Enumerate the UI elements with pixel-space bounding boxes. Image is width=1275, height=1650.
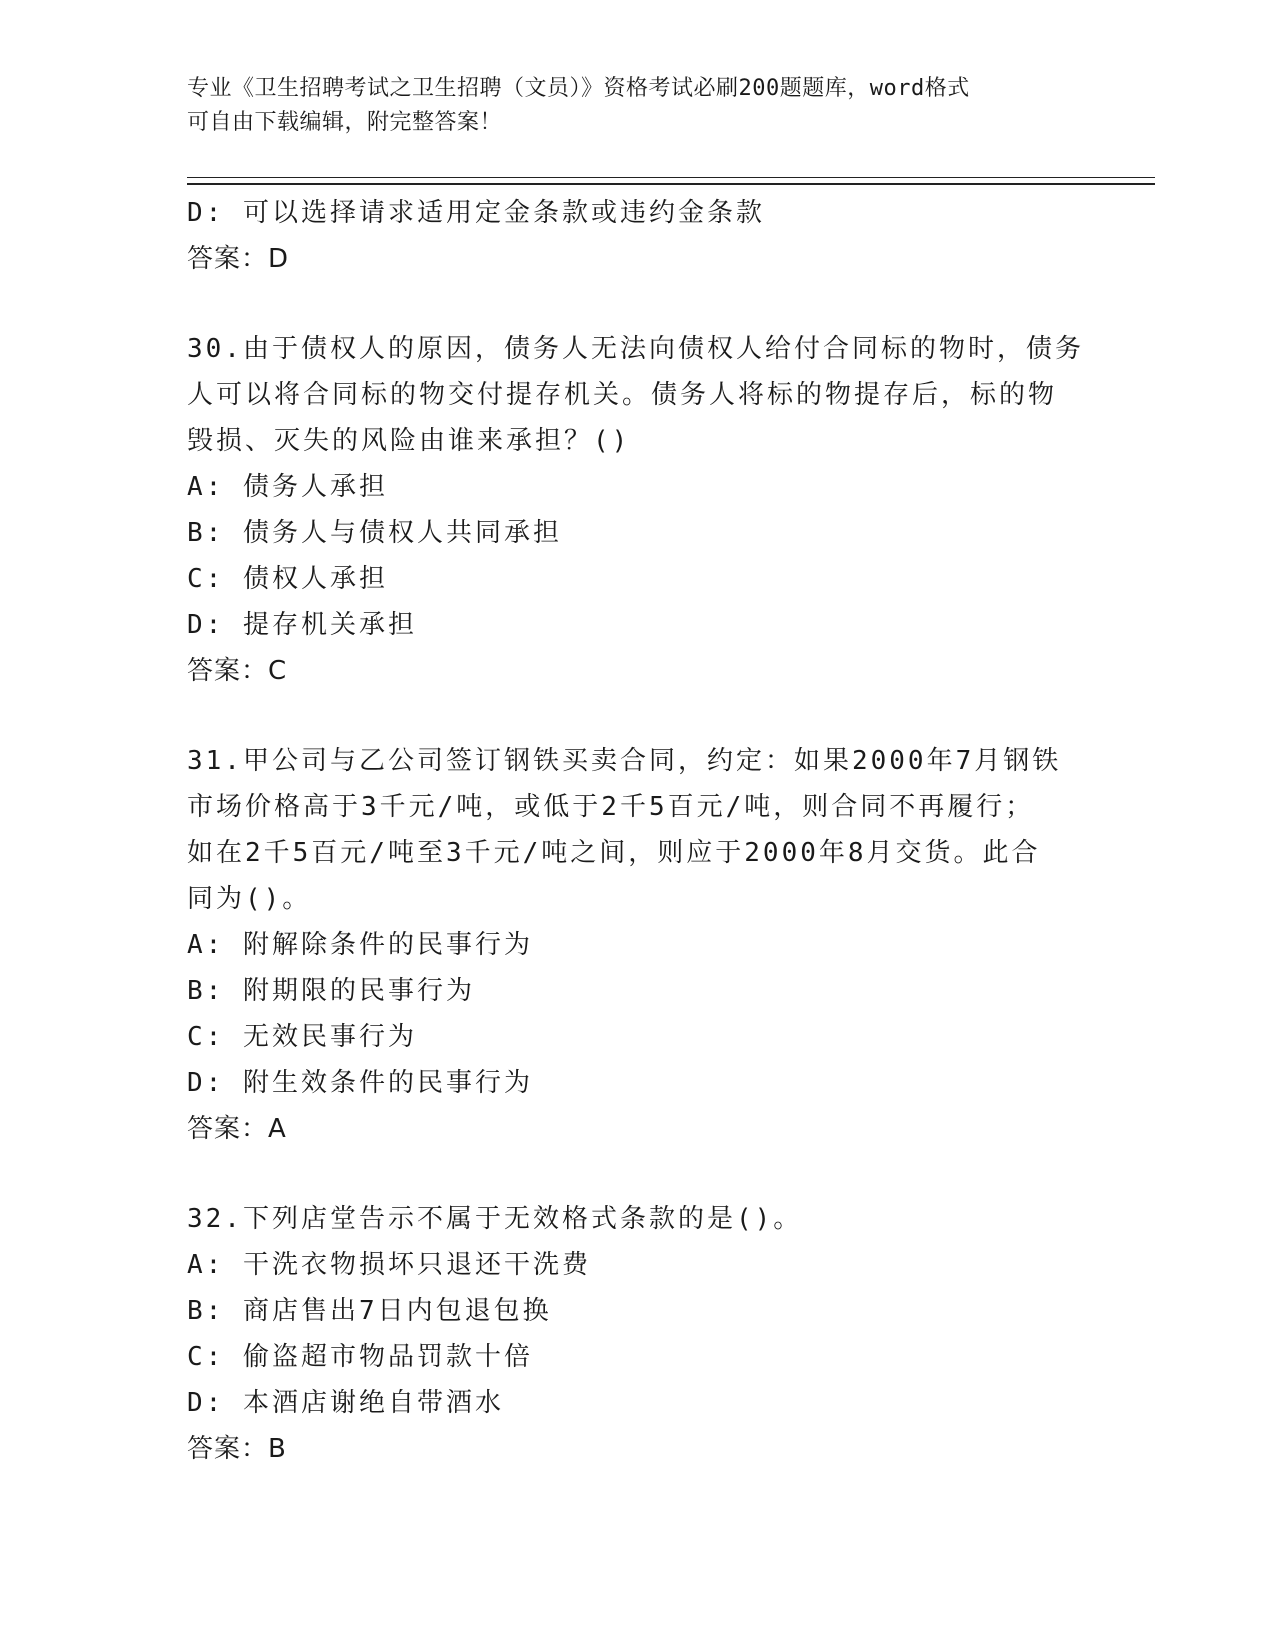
answer-line: 答案：A — [187, 1114, 287, 1144]
answer-line: 答案：B — [187, 1434, 287, 1464]
option-b: B: 附期限的民事行为 — [187, 976, 475, 1006]
question-block-29-tail — [187, 190, 1087, 282]
answer-line: 答案：C — [187, 656, 288, 686]
option-c: C: 债权人承担 — [187, 564, 388, 594]
option-a: A: 债务人承担 — [187, 472, 388, 502]
question-stem-line: 如在2千5百元/吨至3千元/吨之间，则应于2000年8月交货。此合 — [187, 838, 1041, 868]
answer-line: 答案：D — [187, 244, 290, 274]
question-stem-line: 30.由于债权人的原因，债务人无法向债权人给付合同标的物时，债务 — [187, 334, 1084, 364]
option-c: C: 偷盗超市物品罚款十倍 — [187, 1342, 533, 1372]
question-stem-line: 31.甲公司与乙公司签订钢铁买卖合同，约定：如果2000年7月钢铁 — [187, 746, 1062, 776]
option-a: A: 附解除条件的民事行为 — [187, 930, 533, 960]
spacer — [187, 694, 1087, 738]
spacer — [187, 1152, 1087, 1196]
question-stem-line: 32.下列店堂告示不属于无效格式条款的是()。 — [187, 1204, 803, 1234]
option-c: C: 无效民事行为 — [187, 1022, 417, 1052]
question-block-32 — [187, 1196, 1087, 1472]
question-stem-line: 市场价格高于3千元/吨，或低于2千5百元/吨，则合同不再履行； — [187, 792, 1035, 822]
option-b: B: 商店售出7日内包退包换 — [187, 1296, 552, 1326]
header-line-1: 专业《卫生招聘考试之卫生招聘（文员）》资格考试必刷200题题库，word格式 — [187, 76, 970, 101]
option-a: A: 干洗衣物损坏只退还干洗费 — [187, 1250, 591, 1280]
option-d: D: 附生效条件的民事行为 — [187, 1068, 533, 1098]
question-stem-line: 人可以将合同标的物交付提存机关。债务人将标的物提存后，标的物 — [187, 380, 1058, 410]
question-stem-line: 同为()。 — [187, 884, 312, 914]
header-line-2: 可自由下载编辑，附完整答案！ — [187, 110, 503, 135]
option-d: D: 本酒店谢绝自带酒水 — [187, 1388, 504, 1418]
question-stem-line: 毁损、灭失的风险由谁来承担？() — [187, 426, 631, 456]
spacer — [187, 282, 1087, 326]
page-header — [187, 72, 1067, 140]
option-b: B: 债务人与债权人共同承担 — [187, 518, 562, 548]
option-line: D: 可以选择请求适用定金条款或违约金条款 — [187, 198, 765, 228]
header-divider — [187, 177, 1155, 185]
question-block-30 — [187, 326, 1087, 694]
option-d: D: 提存机关承担 — [187, 610, 417, 640]
document-body — [187, 190, 1087, 1472]
question-block-31 — [187, 738, 1087, 1152]
